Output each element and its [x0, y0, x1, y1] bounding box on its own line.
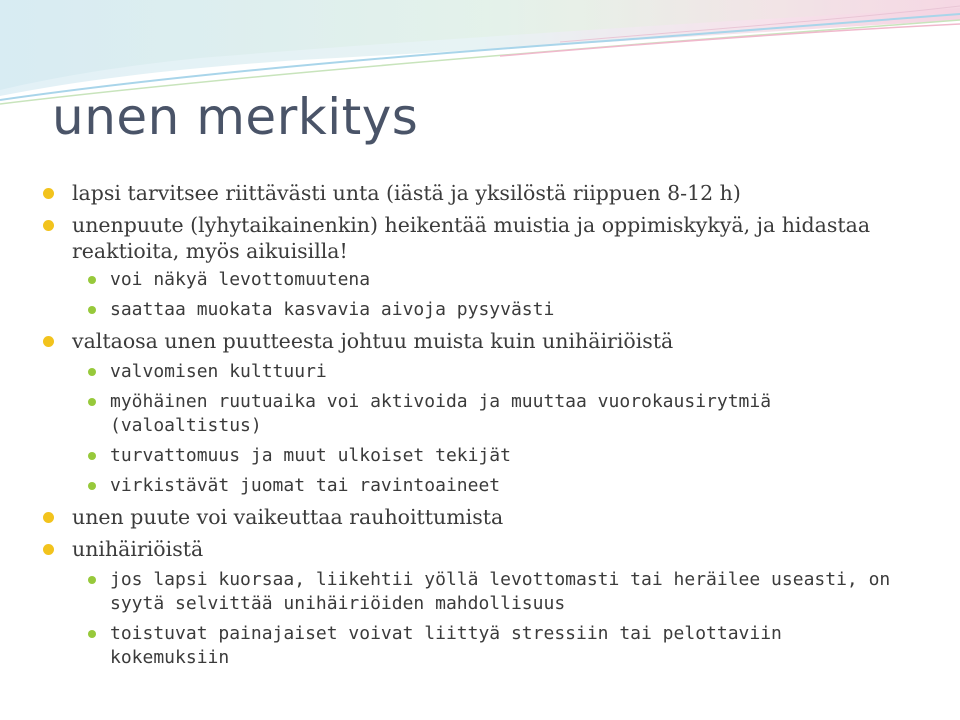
- sub-bullet-3-3: turvattomuus ja muut ulkoiset tekijät: [0, 444, 960, 468]
- bullet-3: valtaosa unen puutteesta johtuu muista kuin unihäiriöistä: [0, 328, 960, 354]
- bullet-4: unen puute voi vaikeuttaa rauhoittumista: [0, 504, 960, 530]
- sub-bullet-5-1: jos lapsi kuorsaa, liikehtii yöllä levottomasti tai heräilee useasti, on syytä selvittää unihäiriöiden mahdollisuus: [0, 568, 960, 616]
- sub-bullet-3-1: valvomisen kulttuuri: [0, 360, 960, 384]
- sub-bullet-2-1: voi näkyä levottomuutena: [0, 268, 960, 292]
- sub-bullet-5-2: toistuvat painajaiset voivat liittyä stressiin tai pelottaviin kokemuksiin: [0, 622, 960, 670]
- sub-bullet-2-2: saattaa muokata kasvavia aivoja pysyvästi: [0, 298, 960, 322]
- sub-bullet-3-2: myöhäinen ruutuaika voi aktivoida ja muuttaa vuorokausirytmiä (valoaltistus): [0, 390, 960, 438]
- bullet-5: unihäiriöistä: [0, 536, 960, 562]
- sub-bullet-3-4: virkistävät juomat tai ravintoaineet: [0, 474, 960, 498]
- bullet-list: [0, 180, 960, 670]
- slide-title: unen merkitys: [52, 88, 419, 146]
- bullet-2: unenpuute (lyhytaikainenkin) heikentää muistia ja oppimiskykyä, ja hidastaa reaktioita, myös aikuisilla!: [0, 212, 960, 264]
- bullet-1: lapsi tarvitsee riittävästi unta (iästä ja yksilöstä riippuen 8-12 h): [0, 180, 960, 206]
